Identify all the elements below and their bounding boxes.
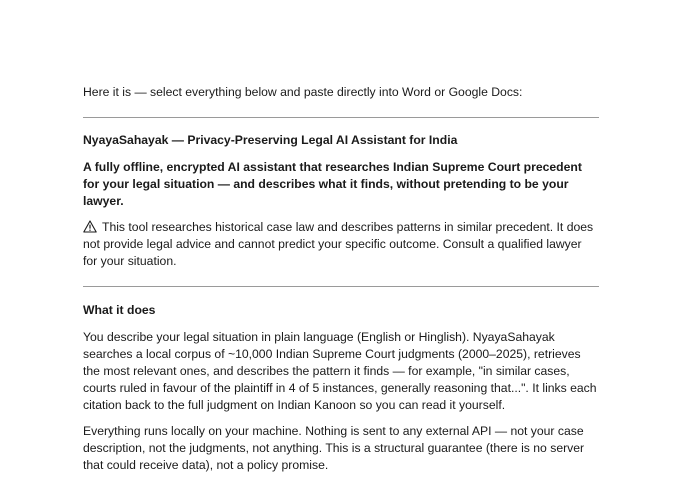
divider xyxy=(83,117,599,118)
section-heading: What it does xyxy=(83,303,156,317)
document-tagline: A fully offline, encrypted AI assistant that researches Indian Supreme Court precedent for your legal situation — and describes what it finds, without pretending to be your lawyer. xyxy=(83,160,582,208)
document-body xyxy=(83,84,599,483)
divider xyxy=(83,286,599,287)
intro-text: Here it is — select everything below and paste directly into Word or Google Docs: xyxy=(83,85,523,99)
disclaimer-text: This tool researches historical case law and describes patterns in similar precedent. It does not provide legal advice and cannot predict your specific outcome. Consult a qualified lawyer for your situation. xyxy=(83,220,594,268)
document-title: NyayaSahayak — Privacy-Preserving Legal AI Assistant for India xyxy=(83,133,458,147)
warning-triangle-icon xyxy=(83,220,97,233)
paragraph: Everything runs locally on your machine. Nothing is sent to any external API — not your case description, not the judgments, not anything. This is a structural guarantee (there is no server that could receive data), not a policy promise. xyxy=(83,424,585,472)
paragraph: You describe your legal situation in plain language (English or Hinglish). NyayaSahayak searches a local corpus of ~10,000 Indian Supreme Court judgments (2000–2025), retrieves the most relevant ones, and describes the pattern it finds — for example, "in similar cases, courts ruled in favour of the plaintiff in 4 of 5 instances, generally reasoning that...". It links each citation back to the full judgment on Indian Kanoon so you can read it yourself. xyxy=(83,330,597,412)
disclaimer xyxy=(83,219,599,270)
